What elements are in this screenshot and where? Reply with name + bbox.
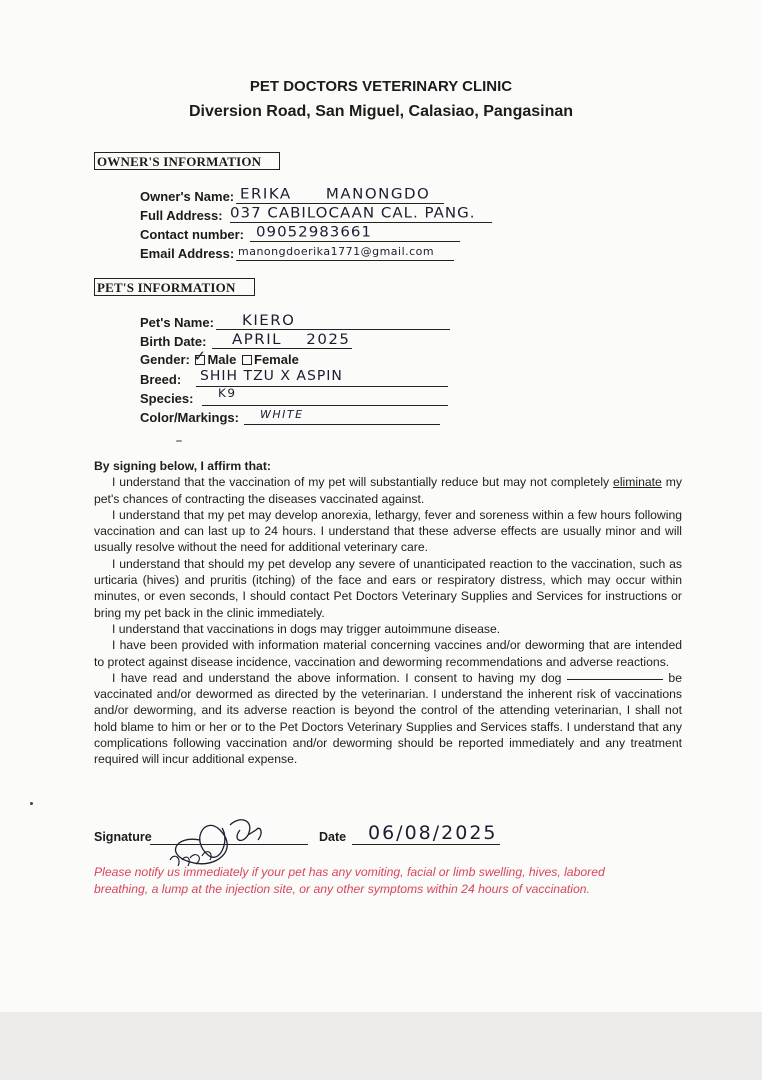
owner-name-value: ERIKA MANONGDO <box>240 185 431 203</box>
scan-speck <box>30 802 33 805</box>
date-line[interactable] <box>352 844 500 845</box>
clinic-address: Diversion Road, San Miguel, Calasiao, Pangasinan <box>188 103 574 120</box>
consent-paragraph-6 <box>94 670 682 768</box>
date-label: Date <box>319 830 347 844</box>
owner-contact-line <box>250 241 460 242</box>
pet-section-title: PET'S INFORMATION <box>94 278 255 296</box>
pet-color-label: Color/Markings: <box>140 410 239 425</box>
pet-species-row <box>140 386 460 409</box>
aftercare-notice: Please notify us immediately if your pet has any vomiting, facial or limb swelling, hives, labored breathing, a lump at the injection site, or any other symptoms within 24 hours of vaccination. <box>94 865 605 896</box>
consent-text <box>94 458 682 768</box>
pet-breed-row <box>140 368 460 390</box>
pet-birth-line <box>212 348 352 349</box>
pet-breed-label: Breed: <box>140 372 182 387</box>
owner-email-line <box>236 260 454 261</box>
consent-paragraph-3: I understand that should my pet develop any severe of unanticipated reaction to the vaccination, such as urticaria (hives) and pruritis (itching) of the face and ears or respiratory distress, which may occur within minutes, or even seconds, I should contact Pet Doctors Veterinary Supplies and Services for instructions or bring my pet back in the clinic immediately. <box>94 556 682 620</box>
owner-address-value: 037 CABILOCAAN CAL. PANG. <box>230 204 476 222</box>
consent-paragraph-5: I have been provided with information material concerning vaccines and/or deworming that are intended to protect against disease incidence, vaccination and deworming recommendations and adverse reactions. <box>94 638 682 669</box>
owner-section-title: OWNER'S INFORMATION <box>94 152 280 170</box>
owner-contact-label: Contact number: <box>140 227 244 242</box>
owner-address-label: Full Address: <box>140 208 223 223</box>
clinic-name: PET DOCTORS VETERINARY CLINIC <box>249 78 513 95</box>
pet-color-row <box>140 410 460 428</box>
scan-speck <box>176 440 182 442</box>
owner-email-row <box>140 246 500 264</box>
pet-color-line <box>244 424 440 425</box>
pet-name-label: Pet's Name: <box>140 315 214 330</box>
consent-lead: By signing below, I affirm that: <box>94 459 271 473</box>
consent-paragraph-1 <box>94 474 682 507</box>
pet-birth-value: APRIL 2025 <box>232 330 351 348</box>
owner-name-label: Owner's Name: <box>140 189 235 204</box>
female-option-label: Female <box>254 352 299 367</box>
male-checkbox[interactable] <box>193 347 207 365</box>
pet-gender-row <box>140 347 299 367</box>
dog-name-blank[interactable] <box>567 679 663 680</box>
pet-species-line <box>202 405 448 406</box>
consent-paragraph-4: I understand that vaccinations in dogs may trigger autoimmune disease. <box>112 621 501 636</box>
consent-paragraph-2: I understand that my pet may develop anorexia, lethargy, fever and soreness within a few hours following vaccination and can last up to 24 hours. I understand that these adverse effects are usually minor and will usually resolve without the need for additional veterinary care. <box>94 507 682 555</box>
scan-margin <box>0 1012 762 1080</box>
date-value: 06/08/2025 <box>368 822 498 844</box>
consent-p1-underlined: eliminate <box>613 475 662 490</box>
pet-birth-label: Birth Date: <box>140 334 207 349</box>
pet-color-value: WHITE <box>260 408 304 421</box>
owner-email-label: Email Address: <box>140 246 235 261</box>
pet-birth-row <box>140 330 460 352</box>
pet-name-value: KIERO <box>242 311 296 329</box>
pet-species-value: K9 <box>218 386 237 400</box>
consent-p1-text-end: my pet's chances of contracting the diseases vaccinated against. <box>94 475 682 506</box>
pet-species-label: Species: <box>140 391 194 406</box>
consent-p6-text-end: be vaccinated and/or dewormed as directed by the veterinarian. I understand the inherent risk of vaccinations and/or deworming, and its adverse reaction is beyond the control of the attending veterinarian, I shall not hold blame to him or her or to the Pet Doctors Veterinary Supplies and Services staffs. I understand that any complications following vaccination and/or deworming should be reported immediately and any treatment required will incur additional expense. <box>94 670 682 767</box>
female-checkbox[interactable] <box>242 355 252 365</box>
signature-label: Signature <box>94 830 152 844</box>
owner-contact-value: 09052983661 <box>256 223 372 241</box>
checkmark-icon: ✓ <box>193 347 207 365</box>
pet-breed-value: SHIH TZU X ASPIN <box>200 368 343 384</box>
pet-gender-label: Gender: <box>140 352 190 367</box>
owner-contact-row <box>140 223 460 245</box>
owner-email-value: manongdoerika1771@gmail.com <box>238 245 435 258</box>
consent-p1-text: I understand that the vaccination of my pet will substantially reduce but may not completely <box>112 475 614 490</box>
consent-p6-text: I have read and understand the above information. I consent to having my dog <box>112 670 567 685</box>
male-option-label: Male <box>207 352 237 367</box>
